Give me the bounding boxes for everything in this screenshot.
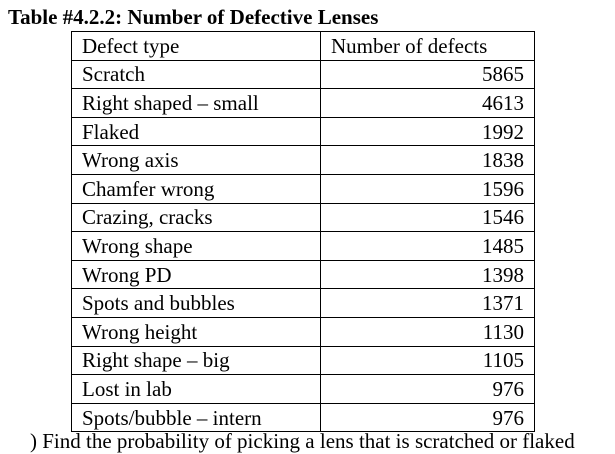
defect-count-cell: 5865 (321, 60, 535, 89)
defect-type-cell: Wrong height (72, 317, 321, 346)
table-row (72, 232, 535, 261)
defect-type-cell: Right shaped – small (72, 89, 321, 118)
defect-type-cell: Scratch (72, 60, 321, 89)
defect-type-cell: Spots and bubbles (72, 289, 321, 318)
defect-count-cell: 4613 (321, 89, 535, 118)
table-row (72, 203, 535, 232)
defect-type-cell: Spots/bubble – intern (72, 403, 321, 432)
defect-count-cell: 1371 (321, 289, 535, 318)
defect-type-cell: Crazing, cracks (72, 203, 321, 232)
table-row (72, 317, 535, 346)
defect-type-cell: Wrong axis (72, 146, 321, 175)
defect-count-cell: 1130 (321, 317, 535, 346)
table-row (72, 60, 535, 89)
table-row (72, 346, 535, 375)
defect-count-cell: 1398 (321, 260, 535, 289)
defect-count-cell: 1838 (321, 146, 535, 175)
header-number-of-defects: Number of defects (321, 32, 535, 61)
defect-count-cell: 976 (321, 375, 535, 404)
table-header-row (72, 32, 535, 61)
defect-type-cell: Right shape – big (72, 346, 321, 375)
table-row (72, 260, 535, 289)
defect-type-cell: Wrong PD (72, 260, 321, 289)
defect-type-cell: Lost in lab (72, 375, 321, 404)
table-row (72, 117, 535, 146)
table-row (72, 289, 535, 318)
cut-off-question-text: ) Find the probability of picking a lens that is scratched or flaked (30, 429, 575, 453)
defect-count-cell: 1596 (321, 174, 535, 203)
defects-table (71, 31, 535, 432)
defect-count-cell: 1546 (321, 203, 535, 232)
table-row (72, 174, 535, 203)
defect-type-cell: Chamfer wrong (72, 174, 321, 203)
defect-type-cell: Wrong shape (72, 232, 321, 261)
table-row (72, 146, 535, 175)
table-row (72, 375, 535, 404)
defect-type-cell: Flaked (72, 117, 321, 146)
defect-count-cell: 976 (321, 403, 535, 432)
header-defect-type: Defect type (72, 32, 321, 61)
table-row (72, 89, 535, 118)
defect-count-cell: 1485 (321, 232, 535, 261)
defect-count-cell: 1105 (321, 346, 535, 375)
defect-count-cell: 1992 (321, 117, 535, 146)
table-caption: Table #4.2.2: Number of Defective Lenses (8, 5, 379, 29)
